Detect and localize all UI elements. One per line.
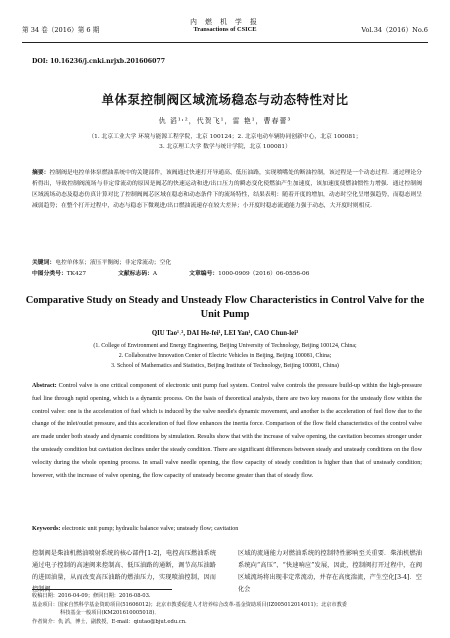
footnote-funding: 基金项目：国家自然科学基金资助项目(51606012)；北京市教委促进人才培养综合改革-基金资助项目(IZ005012014011)；北京市教委 [32, 602, 347, 608]
keywords-en-text: electronic unit pump; hydraulic balance valve; unsteady flow; cavitation [61, 526, 239, 532]
footnote-received: 收稿日期：2016-04-09；修回日期：2016-08-03. [32, 593, 151, 599]
keywords-cn-text: 电控单体泵；液压平衡阀；非定常流动；空化 [55, 260, 172, 266]
footnote-funding-cont: 科技基金一般项目(KM201610005018)． [60, 610, 160, 616]
doi: DOI: 10.16236/j.cnki.nrjxb.201606077 [32, 58, 166, 65]
body-column-left: 控制阀是柴油机燃油喷射系统的核心部件[1-2]，电控高压燃油系统通过电子控制的高速阀来控制高、低压油路的通断，调节高压油路的进回油量，从而改变高压油路的燃油压力，实现喷油控制，因而控制阀 [32, 550, 216, 593]
doc-code-label: 文献标志码： [118, 271, 153, 277]
title-en: Comparative Study on Steady and Unsteady Flow Characteristics in Control Valve for the Unit Pump [25, 295, 425, 320]
keywords-en-label: Keywords: [32, 526, 61, 532]
body-column-right: 区域的流通能力对燃油系统的控制特性影响至关重要．柴油机燃油系统向“高压”、“快速响应”发展，因此，控制阀打开过程中，在阀区域流场将出现非定常流动，并存在高度湍流，产生空化[3-4]．空化会 [238, 550, 422, 593]
keywords-en [32, 526, 422, 532]
header-journal-cn: 内 燃 机 学 报 [190, 18, 260, 26]
authors-en: QIU Tao¹˒², DAI He-fei¹, LEI Yan¹, CAO Chun-lei³ [151, 330, 299, 337]
header-volume-en: Vol.34（2016）No.6 [361, 26, 428, 34]
abstract-cn-label: 摘要： [32, 170, 50, 176]
doc-code-value: A [152, 271, 158, 277]
abstract-en [32, 380, 422, 482]
clc-label: 中图分类号： [32, 271, 67, 277]
affiliation-en-line: 2. Collaborative Innovation Center of Electric Vehicles in Beijing, Beijing 100081, China; [118, 353, 332, 359]
abstract-en-label: Abstract: [32, 383, 57, 389]
keywords-cn [32, 257, 171, 266]
title-cn: 单体泵控制阀区域流场稳态与动态特性对比 [101, 92, 349, 107]
header-volume-cn: 第 34 卷（2016）第 6 期 [22, 26, 100, 34]
affiliation-en-line: 3. School of Mathematics and Statistics, Beijing Institute of Technology, Beijing 100081, China) [111, 363, 339, 369]
abstract-cn [32, 168, 422, 212]
affiliation-cn-line: 3. 北京理工大学 数学与统计学院，北京 100081） [159, 144, 291, 150]
clc-value: TK427 [66, 271, 87, 277]
affiliation-en-line: (1. College of Environment and Energy Engineering, Beijing University of Technology, Beijing 100124, China; [93, 343, 357, 349]
running-header [22, 14, 428, 43]
article-id-value: 1000-0909（2016）06-0556-06 [218, 271, 310, 277]
authors-cn: 仇 滔¹˒²，代贺飞¹，雷 艳¹，曹春蕾³ [158, 117, 292, 125]
classification-cn [32, 268, 422, 277]
header-journal-en: Transactions of CSICE [193, 26, 257, 33]
article-id-label: 文章编号： [189, 271, 219, 277]
keywords-cn-label: 关键词： [32, 260, 56, 266]
footnote-author: 作者简介：仇 滔，博士，副教授，E-mail：qiutao@bjut.edu.cn. [32, 619, 187, 625]
affiliation-cn-line: （1. 北京工业大学 环境与能源工程学院，北京 100124；2. 北京电动车辆协同创新中心，北京 100081； [88, 134, 362, 140]
abstract-cn-text: 控制阀是电控单体泵燃油系统中的关键部件，该阀通过快速打开导通高、低压油路，实现喷嘴处的断油控制，该过程是一个动态过程．通过理论分析得出，导致控制阀流场与非定常流动的原因是阀芯的快速运动和进/出口压力的瞬态变化使燃油产生加速度，该加速度使燃油惯性力增强．通过控制阀区域流场动态及稳态仿真计算对比了控制阀阀芯区域在稳态和动态条件下的流场特性，结果表明：随着开度的增加，动态时空化呈增强趋势，而稳态则呈减弱趋势；在整个打开过程中，动态与稳态下微观进/出口燃油流速存在较大差异；小开度时稳态流通能力强于动态，大开度时则相反． [32, 170, 422, 209]
abstract-en-text: Control valve is one critical component of electronic unit pump fuel system. Control valve controls the pressure build-up within the high-pressure fuel line through rapid opening, which is a dynamic process. On the basis of theoretical analysis, there are two key reasons for the unsteady flow within the control valve: one is the acceleration of fuel which is induced by the valve needle's dynamic movement, and another is the acceleration of fuel flow due to the change of the inlet/outlet pressure, and this acceleration of fuel flow enhances the inertia force. Comparison of the flow field characteristics of the control valve are made under both steady and dynamic conditions by simulation. Results show that with the increase of valve opening, the cavitation becomes stronger under the unsteady condition but cavitation declines under the steady condition. There are significant differences between steady and unsteady conditions on the flow velocity during the whole opening process. In small valve needle opening, the flow capacity of steady condition is higher than that of unsteady condition; however, with the increase of valve opening, the flow capacity of unsteady become greater than that of steady flow. [32, 383, 422, 479]
footnote-rule [32, 589, 172, 590]
